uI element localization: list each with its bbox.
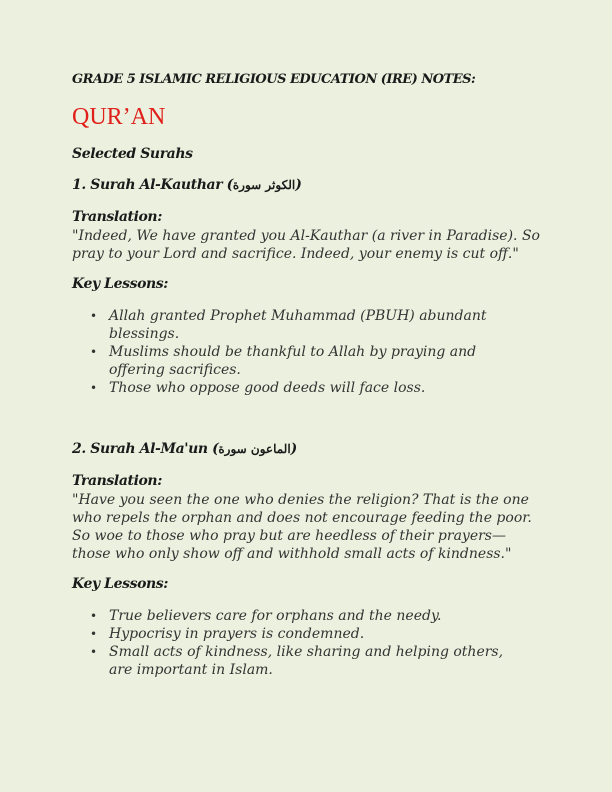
lesson-text: Hypocrisy in prayers is condemned. (109, 626, 365, 642)
surah-1-translation-label: Translation: (72, 209, 162, 225)
list-item (72, 607, 512, 625)
lesson-text: Small acts of kindness, like sharing and helping others, are important in Islam. (109, 644, 504, 678)
bullet: • (90, 645, 98, 659)
surah-2-title-close: ) (290, 441, 297, 457)
bullet: • (90, 309, 98, 323)
surah-2-arabic-name: الماعون سورة (218, 442, 291, 456)
lesson-text: Those who oppose good deeds will face loss. (109, 380, 426, 396)
surah-2-heading (72, 441, 297, 457)
lesson-text: Allah granted Prophet Muhammad (PBUH) abundant blessings. (109, 308, 487, 342)
section-heading: Selected Surahs (72, 146, 193, 162)
surah-2-lessons-label: Key Lessons: (72, 576, 169, 592)
surah-1-title-close: ) (295, 177, 302, 193)
subject-heading: QUR’AN (72, 104, 166, 130)
surah-2-lessons-list (72, 607, 512, 679)
bullet: • (90, 627, 98, 641)
surah-2-translation-label: Translation: (72, 473, 162, 489)
bullet: • (90, 381, 98, 395)
surah-2-translation: "Have you seen the one who denies the religion? That is the one who repels the orphan and does not encourage feeding the poor. So woe to those who pray but are heedless of their prayers—those who only show off and withhold small acts of kindness." (72, 492, 532, 562)
surah-1-translation: "Indeed, We have granted you Al-Kauthar (a river in Paradise). So pray to your Lord and sacrifice. Indeed, your enemy is cut off." (72, 228, 540, 262)
list-item (72, 343, 512, 379)
lesson-text: Muslims should be thankful to Allah by praying and offering sacrifices. (109, 344, 477, 378)
document-title: GRADE 5 ISLAMIC RELIGIOUS EDUCATION (IRE) NOTES: (72, 72, 476, 87)
surah-1-lessons-list (72, 307, 512, 397)
list-item (72, 307, 512, 343)
bullet: • (90, 345, 98, 359)
surah-2-title: 2. Surah Al-Ma'un ( (72, 441, 219, 457)
list-item (72, 625, 512, 643)
surah-1-lessons-label: Key Lessons: (72, 276, 169, 292)
list-item (72, 379, 512, 397)
surah-1-heading (72, 177, 301, 193)
surah-1-arabic-name: الكوثر سورة (232, 178, 296, 192)
bullet: • (90, 609, 98, 623)
lesson-text: True believers care for orphans and the needy. (109, 608, 442, 624)
list-item (72, 643, 512, 679)
surah-1-title: 1. Surah Al-Kauthar ( (72, 177, 233, 193)
